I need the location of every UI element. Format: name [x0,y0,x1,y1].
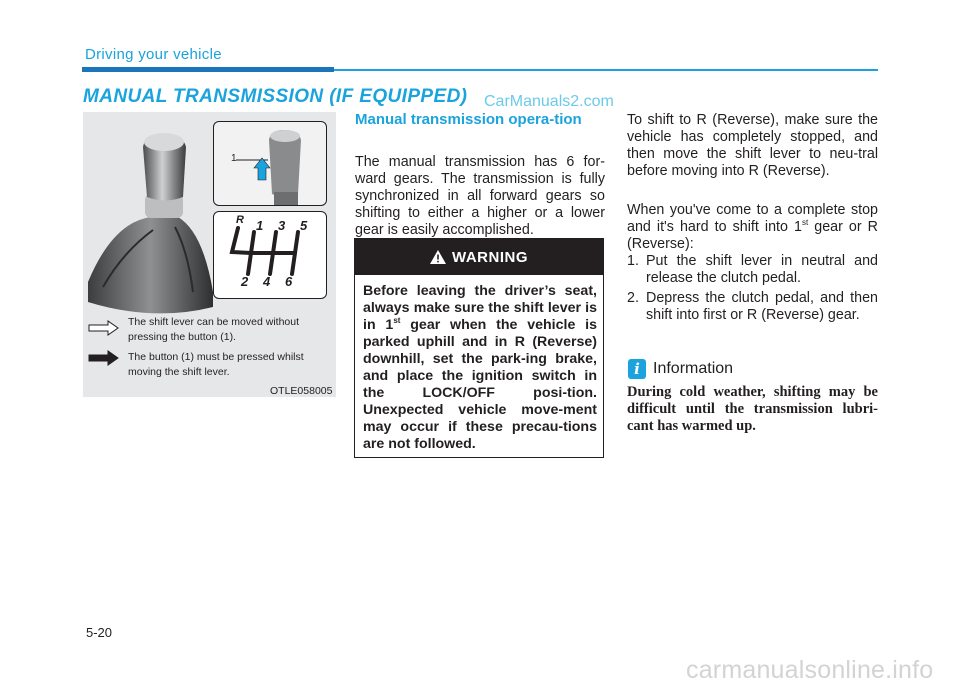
step-text: Put the shift lever in neutral and release the clutch pedal. [646,253,878,286]
callout-number: 1 [231,153,237,164]
button-detail-inset [213,121,327,206]
gear-label-5: 5 [300,218,308,233]
page-number: 5-20 [86,625,113,640]
legend-text: The button (1) must be pressed whilst moving the shift lever. [128,351,304,378]
paragraph-part: gear or R (Reverse): [627,219,878,252]
intro-paragraph: The manual transmission has 6 for-ward gears. The transmission is fully synchronized in all forward gears so shifting to either a higher or a lower gear is easily accomplished. [355,154,605,238]
ordinal-superscript: st [801,218,809,227]
warning-triangle-icon [430,250,446,264]
header-bar [82,67,334,72]
gear-label-3: 3 [278,218,286,233]
header-rule [334,69,878,71]
warning-label: WARNING [452,248,528,266]
list-item [627,290,878,341]
warning-header [355,239,603,275]
gear-label-2: 2 [241,274,249,289]
watermark-bottom: carmanualsonline.info [686,656,934,684]
step-number: 1. [627,253,639,269]
gear-label-1: 1 [256,218,264,233]
warning-text-part: gear when the vehicle is parked uphill and in R (Reverse) downhill, set the park-ing brake, and place the ignition switch in the LOCK/OFF posi-tion. Unexpected vehicle move-ment may occur if these precau-tions are not followed. [363,317,597,452]
information-title: Information [653,360,734,377]
shift-pattern-inset [213,211,327,299]
step-text: Depress the clutch pedal, and then shift into first or R (Reverse) gear. [646,290,878,323]
step-number: 2. [627,290,639,306]
subheading: Manual transmission opera-tion [355,111,582,128]
information-icon: i [628,359,646,379]
outline-arrow-icon [88,320,120,336]
legend-item [88,350,333,384]
list-item [627,253,878,287]
information-text: During cold weather, shifting may be difficult until the transmission lubri-cant has warmed up. [627,384,878,434]
warning-box [354,238,604,458]
legend-text: The shift lever can be moved without pressing the button (1). [128,316,300,343]
warning-text-part: Before leaving the driver’s seat, always make sure the shift lever is in 1 [363,283,597,333]
section-header: Driving your vehicle [85,46,222,63]
legend-item [88,315,333,349]
ordinal-superscript: st [393,316,401,325]
figure-code: OTLE058005 [270,385,333,397]
watermark-top: CarManuals2.com [484,93,614,110]
warning-text [363,283,597,453]
solid-arrow-icon [88,350,120,366]
reverse-paragraph: To shift to R (Reverse), make sure the vehicle has completely stopped, and then move the shift lever to neu-tral before moving into R (Reverse). [627,112,878,179]
gear-label-6: 6 [285,274,293,289]
hard-shift-paragraph [627,202,878,253]
gear-label-4: 4 [263,274,271,289]
paragraph-part: When you've come to a complete stop and it's hard to shift into 1 [627,202,878,235]
gear-label-r: R [236,214,244,226]
page-title: MANUAL TRANSMISSION (IF EQUIPPED) [83,86,468,107]
